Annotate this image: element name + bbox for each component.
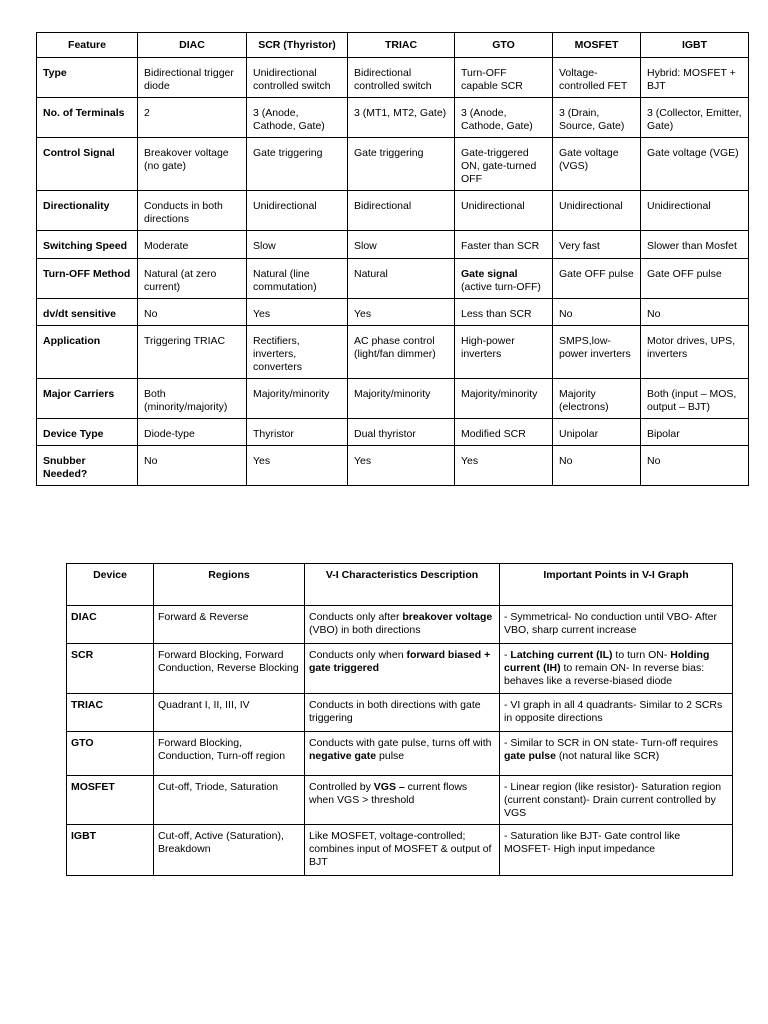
table-row [37, 419, 749, 446]
table-row [67, 606, 733, 644]
table-cell: 3 (Anode, Cathode, Gate) [455, 98, 553, 138]
table-cell: Unidirectional [455, 191, 553, 231]
column-header: Device [67, 564, 154, 606]
table-cell: 3 (Drain, Source, Gate) [553, 98, 641, 138]
table-row [37, 259, 749, 299]
table-cell: Conducts in both directions with gate triggering [305, 694, 500, 732]
table-cell: Gate triggering [247, 138, 348, 191]
table-cell: - Linear region (like resistor)- Saturation region (current constant)- Drain current controlled by VGS [500, 776, 733, 825]
table-row [37, 326, 749, 379]
table-cell: Gate OFF pulse [641, 259, 749, 299]
column-header: IGBT [641, 33, 749, 58]
table-cell: - Similar to SCR in ON state- Turn-off requires gate pulse (not natural like SCR) [500, 732, 733, 776]
table-row [67, 694, 733, 732]
row-label: Directionality [37, 191, 138, 231]
column-header: TRIAC [348, 33, 455, 58]
table-cell: Bidirectional trigger diode [138, 58, 247, 98]
table-cell: Unipolar [553, 419, 641, 446]
column-header: GTO [455, 33, 553, 58]
table-cell: 2 [138, 98, 247, 138]
table-cell: Yes [247, 446, 348, 486]
table-cell: Cut-off, Triode, Saturation [154, 776, 305, 825]
table-cell: Majority (electrons) [553, 379, 641, 419]
row-label: Major Carriers [37, 379, 138, 419]
table-cell: Forward Blocking, Forward Conduction, Reverse Blocking [154, 644, 305, 694]
table-cell: Forward Blocking, Conduction, Turn-off region [154, 732, 305, 776]
table-row [37, 191, 749, 231]
table-cell: Less than SCR [455, 299, 553, 326]
table-cell: Majority/minority [348, 379, 455, 419]
table-cell: Gate voltage (VGE) [641, 138, 749, 191]
table-cell: Forward & Reverse [154, 606, 305, 644]
table-cell: Natural (line commutation) [247, 259, 348, 299]
table-cell: Majority/minority [247, 379, 348, 419]
table-cell: Gate triggering [348, 138, 455, 191]
table-cell: Like MOSFET, voltage-controlled; combines input of MOSFET & output of BJT [305, 825, 500, 876]
table-cell: Majority/minority [455, 379, 553, 419]
table-cell: Unidirectional [641, 191, 749, 231]
table-cell: 3 (Anode, Cathode, Gate) [247, 98, 348, 138]
row-label: dv/dt sensitive [37, 299, 138, 326]
table-cell: Faster than SCR [455, 231, 553, 259]
power-devices-comparison-table [36, 32, 749, 486]
table-row [37, 98, 749, 138]
table-cell: Bidirectional [348, 191, 455, 231]
table-cell: Gate OFF pulse [553, 259, 641, 299]
table-cell: No [641, 299, 749, 326]
table-cell: Breakover voltage (no gate) [138, 138, 247, 191]
table-cell: 3 (MT1, MT2, Gate) [348, 98, 455, 138]
table-cell: AC phase control (light/fan dimmer) [348, 326, 455, 379]
table-cell: Gate-triggered ON, gate-turned OFF [455, 138, 553, 191]
table-cell: - Symmetrical- No conduction until VBO- After VBO, sharp current increase [500, 606, 733, 644]
table-header-row [37, 33, 749, 58]
table-cell: Natural [348, 259, 455, 299]
table-cell: Moderate [138, 231, 247, 259]
table-cell: Slow [247, 231, 348, 259]
table-cell: No [553, 299, 641, 326]
table-cell: Yes [247, 299, 348, 326]
table-cell: Rectifiers, inverters, converters [247, 326, 348, 379]
table-cell: Thyristor [247, 419, 348, 446]
table-cell: Bidirectional controlled switch [348, 58, 455, 98]
table-cell: Yes [348, 299, 455, 326]
table-cell: No [641, 446, 749, 486]
table-cell: Both (input – MOS, output – BJT) [641, 379, 749, 419]
table-cell: Diode-type [138, 419, 247, 446]
table-cell: - VI graph in all 4 quadrants- Similar to 2 SCRs in opposite directions [500, 694, 733, 732]
table-cell: Yes [348, 446, 455, 486]
column-header: V-I Characteristics Description [305, 564, 500, 606]
table-cell: High-power inverters [455, 326, 553, 379]
table-cell: Turn-OFF capable SCR [455, 58, 553, 98]
row-label: Snubber Needed? [37, 446, 138, 486]
table-cell: - Saturation like BJT- Gate control like MOSFET- High input impedance [500, 825, 733, 876]
table-cell: - Latching current (IL) to turn ON- Holding current (IH) to remain ON- In reverse bias: behaves like a reverse-biased diode [500, 644, 733, 694]
row-label: MOSFET [67, 776, 154, 825]
table-cell: Gate signal (active turn-OFF) [455, 259, 553, 299]
table-header-row [67, 564, 733, 606]
row-label: Application [37, 326, 138, 379]
column-header: DIAC [138, 33, 247, 58]
table-row [67, 825, 733, 876]
table-cell: Voltage-controlled FET [553, 58, 641, 98]
vi-characteristics-table [66, 563, 733, 876]
table-row [37, 231, 749, 259]
table-row [37, 446, 749, 486]
table-cell: Conducts in both directions [138, 191, 247, 231]
table-cell: Slower than Mosfet [641, 231, 749, 259]
table-cell: Natural (at zero current) [138, 259, 247, 299]
table-cell: Controlled by VGS – current flows when VGS > threshold [305, 776, 500, 825]
table-cell: No [553, 446, 641, 486]
column-header: Important Points in V-I Graph [500, 564, 733, 606]
column-header: SCR (Thyristor) [247, 33, 348, 58]
table-cell: Hybrid: MOSFET + BJT [641, 58, 749, 98]
row-label: GTO [67, 732, 154, 776]
table-cell: SMPS,low-power inverters [553, 326, 641, 379]
row-label: Switching Speed [37, 231, 138, 259]
table-cell: Bipolar [641, 419, 749, 446]
row-label: No. of Terminals [37, 98, 138, 138]
table-cell: Dual thyristor [348, 419, 455, 446]
table-cell: Cut-off, Active (Saturation), Breakdown [154, 825, 305, 876]
column-header: MOSFET [553, 33, 641, 58]
column-header: Feature [37, 33, 138, 58]
table-cell: Triggering TRIAC [138, 326, 247, 379]
table-cell: Conducts only when forward biased + gate triggered [305, 644, 500, 694]
row-label: SCR [67, 644, 154, 694]
row-label: DIAC [67, 606, 154, 644]
column-header: Regions [154, 564, 305, 606]
table-cell: No [138, 446, 247, 486]
table-cell: No [138, 299, 247, 326]
table-cell: Very fast [553, 231, 641, 259]
row-label: Type [37, 58, 138, 98]
table-cell: Quadrant I, II, III, IV [154, 694, 305, 732]
table-cell: Conducts only after breakover voltage (VBO) in both directions [305, 606, 500, 644]
table-row [67, 776, 733, 825]
row-label: IGBT [67, 825, 154, 876]
table-row [37, 299, 749, 326]
row-label: Device Type [37, 419, 138, 446]
table-row [37, 138, 749, 191]
table-cell: Motor drives, UPS, inverters [641, 326, 749, 379]
table-row [37, 58, 749, 98]
table-row [67, 644, 733, 694]
table-cell: Conducts with gate pulse, turns off with negative gate pulse [305, 732, 500, 776]
table-cell: Gate voltage (VGS) [553, 138, 641, 191]
table-cell: Unidirectional controlled switch [247, 58, 348, 98]
row-label: TRIAC [67, 694, 154, 732]
table-cell: Slow [348, 231, 455, 259]
row-label: Turn-OFF Method [37, 259, 138, 299]
table-cell: Both (minority/majority) [138, 379, 247, 419]
table-row [37, 379, 749, 419]
table-cell: Unidirectional [553, 191, 641, 231]
table-row [67, 732, 733, 776]
table-cell: 3 (Collector, Emitter, Gate) [641, 98, 749, 138]
table-cell: Unidirectional [247, 191, 348, 231]
table-cell: Yes [455, 446, 553, 486]
row-label: Control Signal [37, 138, 138, 191]
table-cell: Modified SCR [455, 419, 553, 446]
